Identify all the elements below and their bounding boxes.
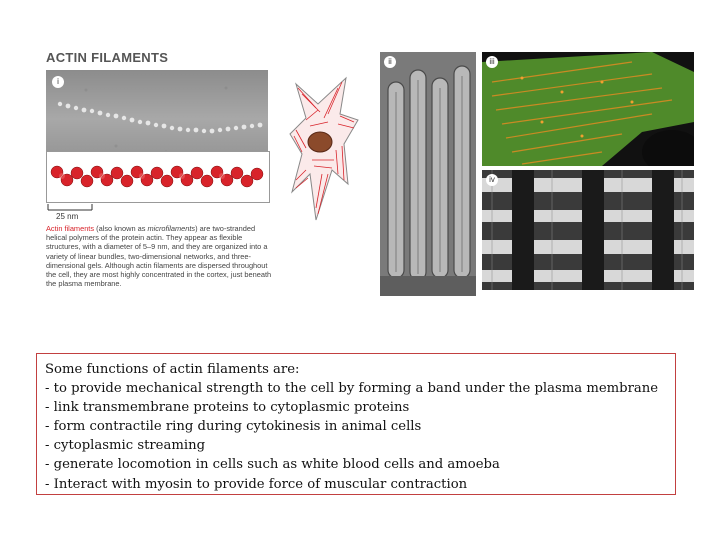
function-item-myosin: - Interact with myosin to provide force of muscular contraction — [45, 476, 468, 492]
scale-bar-25-line — [46, 204, 106, 212]
muscle-micrograph-image — [482, 170, 694, 290]
scale-bar-25nm — [46, 204, 126, 220]
panel-label-iv: iv — [486, 174, 498, 186]
description-term: Actin filaments — [46, 224, 95, 233]
actin-helix-model — [46, 151, 270, 203]
figure-title: ACTIN FILAMENTS — [46, 50, 169, 65]
actin-functions-textbox — [36, 353, 676, 495]
cell-sketch-illustration — [288, 74, 362, 224]
panel-label-ii: ii — [384, 56, 396, 68]
panel-iv-micrograph — [482, 170, 694, 290]
actin-helix-drawing — [47, 152, 267, 200]
scale-label-25nm: 25 nm — [56, 212, 79, 221]
panel-label-iii: iii — [486, 56, 498, 68]
fluorescence-image — [482, 52, 694, 166]
function-item-cytoplasmic-streaming: - cytoplasmic streaming — [45, 438, 206, 454]
function-item-locomotion: - generate locomotion in cells such as white blood cells and amoeba — [45, 457, 500, 473]
microvilli-micrograph-image — [380, 52, 476, 296]
description-paren: (also known as — [94, 224, 148, 233]
description-rest: ) are two-stranded helical polymers of the protein actin. They appear as flexible structures, with a diameter of 5–9 nm, and they are organized into a variety of linear bundles, two-dimensional networks, and three-dimensional gels. Although actin filaments are dispersed throughout the cell, they are most highly concentrated in the cortex, just beneath the plasma membrane. — [46, 224, 272, 289]
panel-label-i: i — [52, 76, 64, 88]
nucleus-shape — [308, 132, 332, 152]
function-item-contractile-ring: - form contractile ring during cytokinesis in animal cells — [45, 419, 422, 435]
panel-iii-fluorescence — [482, 52, 694, 166]
panel-ii-micrograph — [380, 52, 476, 296]
actin-filaments-figure — [36, 44, 696, 296]
figure-description — [46, 224, 278, 288]
function-item-mechanical-strength: - to provide mechanical strength to the cell by forming a band under the plasma membrane — [45, 381, 659, 397]
description-alt-term: microfilaments — [147, 224, 196, 233]
function-item-link-proteins: - link transmembrane proteins to cytoplasmic proteins — [45, 400, 410, 416]
cell-outline-drawing — [288, 74, 362, 224]
functions-heading: Some functions of actin filaments are: — [45, 362, 300, 377]
